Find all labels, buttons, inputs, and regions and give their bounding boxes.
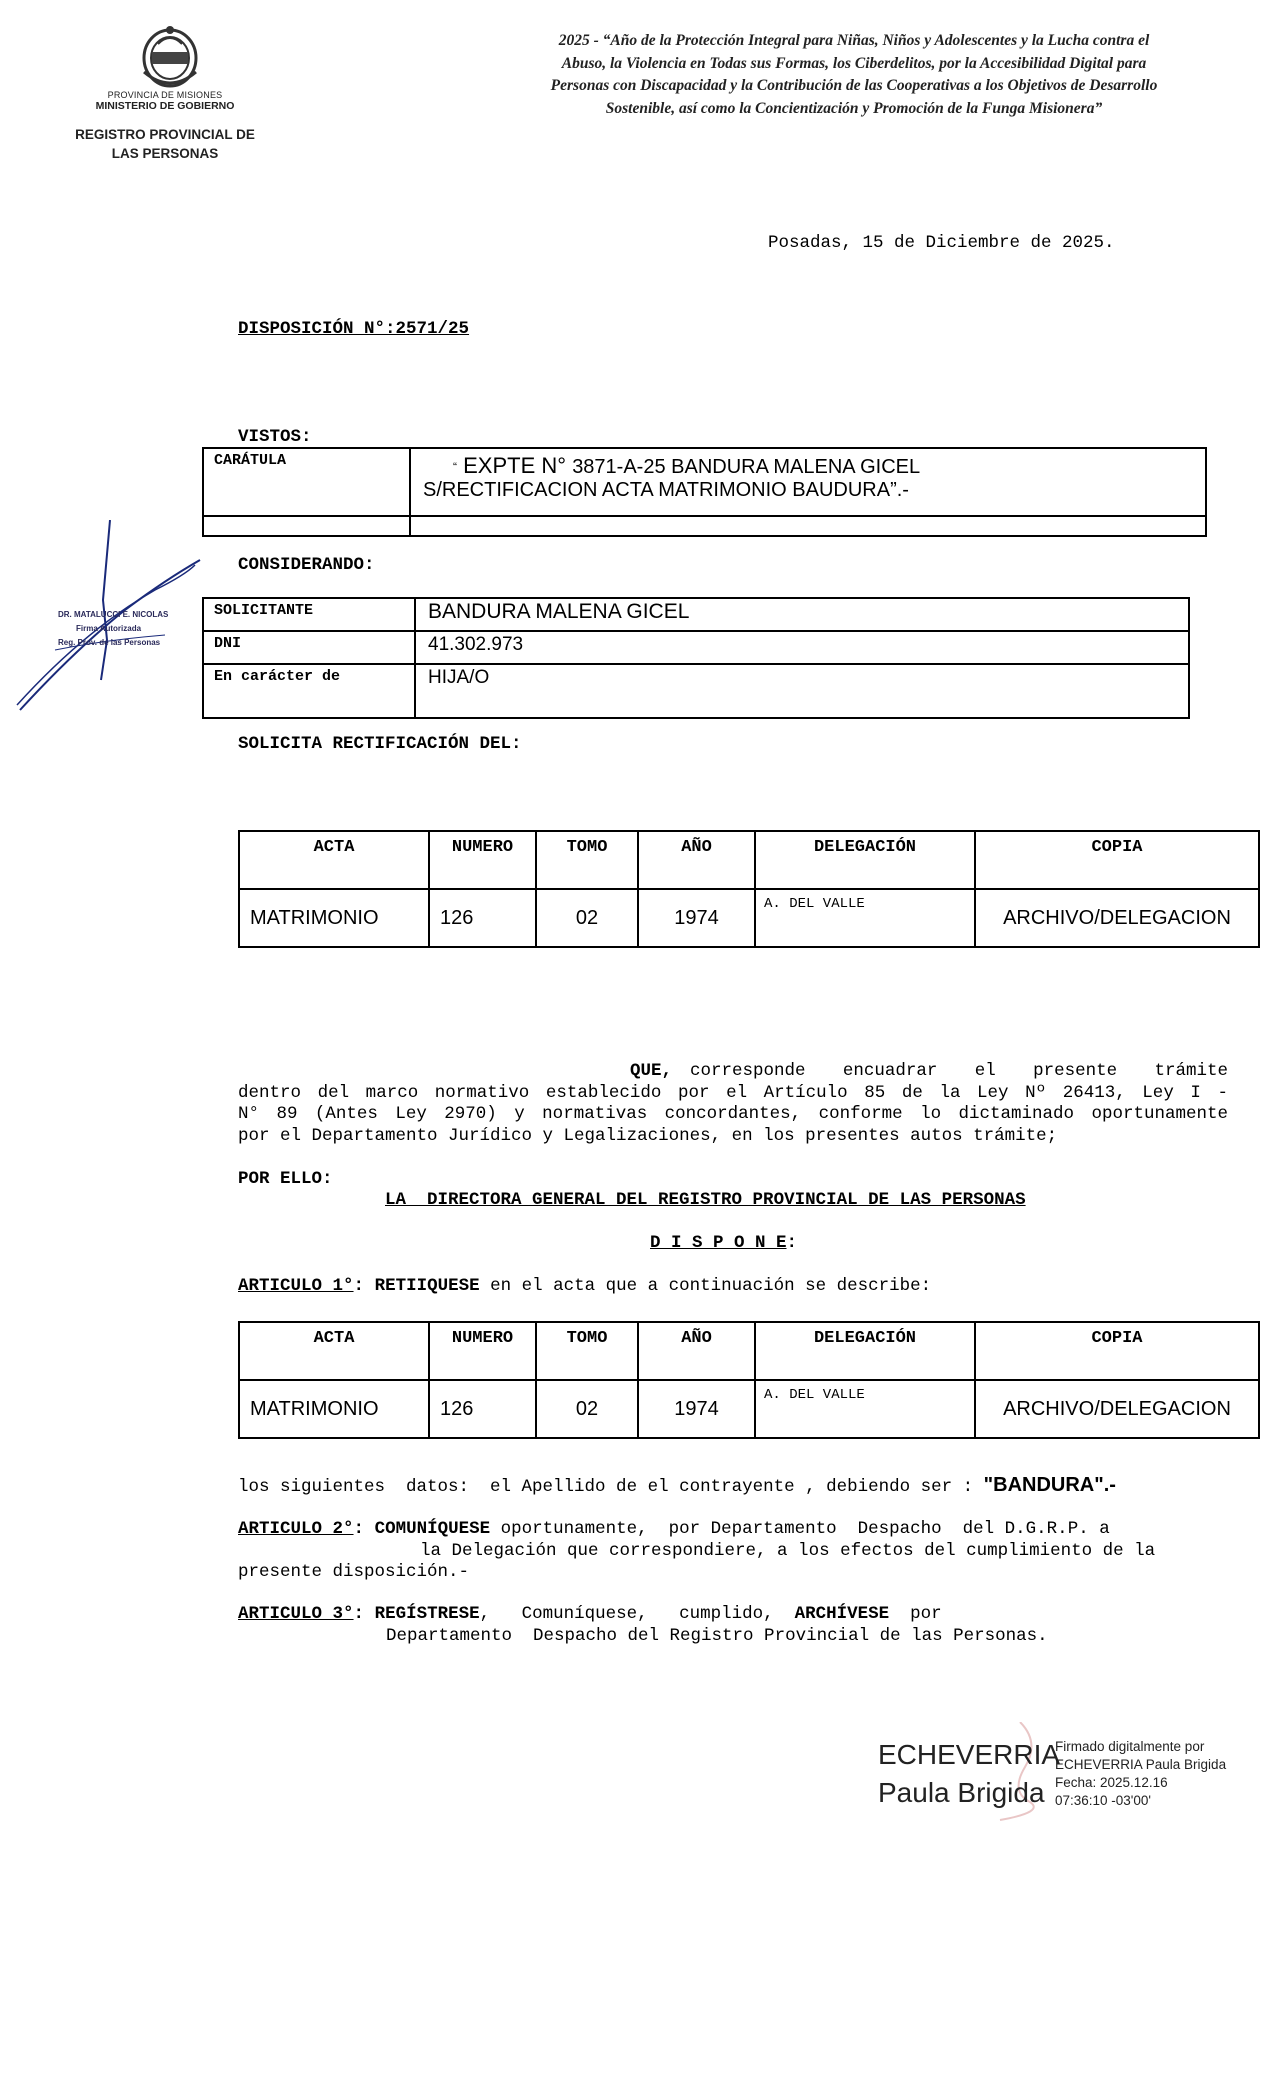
- considerando-heading: CONSIDERANDO:: [238, 555, 375, 575]
- table-row: [203, 664, 1189, 718]
- col-anio: AÑO: [638, 831, 755, 889]
- ministry-heading: [60, 90, 270, 112]
- article-2-line1: [238, 1519, 1228, 1541]
- dni-label: DNI: [203, 631, 415, 664]
- table-header-row: [239, 1322, 1259, 1380]
- caratula-value: [410, 448, 1206, 516]
- signature-info-date: Fecha: 2025.12.16: [1055, 1775, 1168, 1790]
- col-acta: ACTA: [239, 831, 429, 889]
- que-line1: [238, 1061, 1228, 1083]
- signature-info-time: 07:36:10 -03'00': [1055, 1793, 1151, 1808]
- disposition-number: DISPOSICIÓN N°:2571/25: [238, 319, 470, 339]
- table-row: [239, 1380, 1259, 1438]
- ministry-name: MINISTERIO DE GOBIERNO: [95, 100, 235, 112]
- col-acta: ACTA: [239, 1322, 429, 1380]
- col-numero: NUMERO: [429, 831, 536, 889]
- signature-info-line1: Firmado digitalmente por: [1055, 1739, 1205, 1754]
- article-3-verb-archive: ARCHÍVESE: [794, 1604, 890, 1624]
- article-2-label: ARTICULO 2°: [238, 1519, 354, 1539]
- signer-surname: ECHEVERRIA: [878, 1739, 1061, 1770]
- col-tomo: TOMO: [536, 831, 638, 889]
- dispone-heading: [650, 1233, 797, 1253]
- caratula-table: [202, 447, 1207, 537]
- provincial-crest-icon: [130, 22, 210, 92]
- dispone-text: D I S P O N E: [650, 1233, 787, 1253]
- article-3-label: ARTICULO 3°: [238, 1604, 354, 1624]
- cell-delegacion: A. DEL VALLE: [755, 889, 975, 947]
- table-row: [239, 889, 1259, 947]
- vistos-heading: VISTOS:: [238, 427, 312, 447]
- article-3-verb-register: REGÍSTRESE: [374, 1604, 480, 1624]
- cell-acta: MATRIMONIO: [239, 1380, 429, 1438]
- que-paragraph: [238, 1061, 1228, 1147]
- article-2-verb: COMUNÍQUESE: [374, 1519, 491, 1539]
- article-1-colon: :: [353, 1276, 365, 1296]
- que-line4: por el Departamento Jurídico y Legalizaciones, en los presentes autos trámite;: [238, 1125, 1058, 1146]
- expte-line1: [423, 453, 1193, 479]
- article-2: [238, 1519, 1228, 1584]
- signer-name: [878, 1736, 1060, 1812]
- article-2-line1-text: oportunamente, por Departamento Despacho del D.G.R.P. a: [490, 1519, 1110, 1539]
- cell-anio: 1974: [638, 1380, 755, 1438]
- signature-details: [1055, 1738, 1226, 1810]
- cell-copia: ARCHIVO/DELEGACION: [975, 1380, 1259, 1438]
- article-1-label: ARTICULO 1°: [238, 1276, 354, 1296]
- date-line: Posadas, 15 de Diciembre de 2025.: [768, 233, 1115, 253]
- article-2-colon: :: [353, 1519, 365, 1539]
- que-line3: N° 89 (Antes Ley 2970) y normativas concordantes, conforme lo dictaminado oportunamente: [238, 1104, 1228, 1124]
- que-lead: QUE,: [630, 1061, 673, 1081]
- stamp-line3: Reg. Prov. de las Personas: [58, 638, 161, 647]
- registry-name-line1: REGISTRO PROVINCIAL DE: [75, 127, 255, 142]
- cell-numero: 126: [429, 889, 536, 947]
- dispone-colon: :: [786, 1233, 798, 1253]
- registry-name-line2: LAS PERSONAS: [111, 146, 219, 161]
- article-1-data-value: "BANDURA".-: [983, 1474, 1116, 1496]
- article-3: [238, 1604, 1228, 1647]
- col-numero: NUMERO: [429, 1322, 536, 1380]
- col-delegacion: DELEGACIÓN: [755, 1322, 975, 1380]
- authorized-signature-stamp: [58, 608, 168, 650]
- solicita-heading: SOLICITA RECTIFICACIÓN DEL:: [238, 734, 522, 754]
- article-2-line2: la Delegación que correspondiere, a los efectos del cumplimiento de la: [420, 1540, 1156, 1561]
- signature-info-line2: ECHEVERRIA Paula Brigida: [1055, 1757, 1227, 1772]
- article-3-line2: Departamento Despacho del Registro Provincial de las Personas.: [386, 1625, 1048, 1646]
- cell-copia: ARCHIVO/DELEGACION: [975, 889, 1259, 947]
- col-delegacion: DELEGACIÓN: [755, 831, 975, 889]
- solicitante-table: [202, 597, 1190, 719]
- acta-table-1: [238, 830, 1260, 948]
- expte-number-and-name: 3871-A-25 BANDURA MALENA GICEL: [572, 456, 921, 478]
- open-quote: “: [453, 460, 457, 475]
- caratula-empty-cell: [203, 516, 410, 536]
- article-1-text: en el acta que a continuación se describe:: [490, 1276, 932, 1296]
- cell-delegacion: A. DEL VALLE: [755, 1380, 975, 1438]
- cell-anio: 1974: [638, 889, 755, 947]
- registry-heading: [55, 125, 275, 163]
- stamp-line2: Firma Autorizada: [76, 624, 142, 633]
- directora-heading: LA DIRECTORA GENERAL DEL REGISTRO PROVINCIAL DE LAS PERSONAS: [385, 1190, 1026, 1210]
- acta-table-2: [238, 1321, 1260, 1439]
- caratula-label: CARÁTULA: [203, 448, 410, 516]
- signer-given-names: Paula Brigida: [878, 1777, 1045, 1808]
- article-1-data-text: los siguientes datos: el Apellido de el contrayente , debiendo ser :: [238, 1477, 974, 1497]
- col-anio: AÑO: [638, 1322, 755, 1380]
- province-name: PROVINCIA DE MISIONES: [107, 90, 223, 100]
- dni-value: 41.302.973: [415, 631, 1189, 664]
- cell-numero: 126: [429, 1380, 536, 1438]
- table-row: [203, 631, 1189, 664]
- solicitante-label: SOLICITANTE: [203, 598, 415, 631]
- expte-line2: S/RECTIFICACION ACTA MATRIMONIO BAUDURA”.-: [423, 479, 909, 501]
- cell-acta: MATRIMONIO: [239, 889, 429, 947]
- article-1-data-line: [238, 1474, 1116, 1497]
- table-header-row: [239, 831, 1259, 889]
- col-tomo: TOMO: [536, 1322, 638, 1380]
- article-1-verb: RETIIQUESE: [374, 1276, 480, 1296]
- que-line2: dentro del marco normativo establecido por el Artículo 85 de la Ley Nº 26413, Ley I -: [238, 1082, 1228, 1103]
- solicitante-value: BANDURA MALENA GICEL: [415, 598, 1189, 631]
- caracter-label: En carácter de: [203, 664, 415, 718]
- por-ello-heading: POR ELLO:: [238, 1169, 333, 1189]
- article-3-mid-text: , Comuníquese, cumplido,: [479, 1604, 795, 1624]
- year-motto: 2025 - “Año de la Protección Integral para Niñas, Niños y Adolescentes y la Lucha contra el Abuso, la Violencia en Todas sus Formas, los Ciberdelitos, por la Accesibilidad Digital para Personas con Discapacidad y la Contribución de las Cooperativas a los Objetivos de Desarrollo Sostenible, así como la Concientización y Promoción de la Funga Misionera”: [550, 32, 1158, 117]
- expte-label: EXPTE N°: [463, 453, 567, 478]
- col-copia: COPIA: [975, 831, 1259, 889]
- article-3-colon: :: [353, 1604, 365, 1624]
- article-3-line1: [238, 1604, 1228, 1626]
- stamp-line1: DR. MATALUCCI E. NICOLAS: [58, 610, 169, 619]
- que-line1-text: corresponde encuadrar el presente trámite: [690, 1061, 1228, 1081]
- cell-tomo: 02: [536, 1380, 638, 1438]
- article-3-tail: por: [889, 1604, 942, 1624]
- article-2-line3: presente disposición.-: [238, 1562, 470, 1582]
- table-row: [203, 598, 1189, 631]
- article-1-heading: [238, 1276, 931, 1296]
- col-copia: COPIA: [975, 1322, 1259, 1380]
- caratula-empty-cell: [410, 516, 1206, 536]
- cell-tomo: 02: [536, 889, 638, 947]
- caracter-value: HIJA/O: [415, 664, 1189, 718]
